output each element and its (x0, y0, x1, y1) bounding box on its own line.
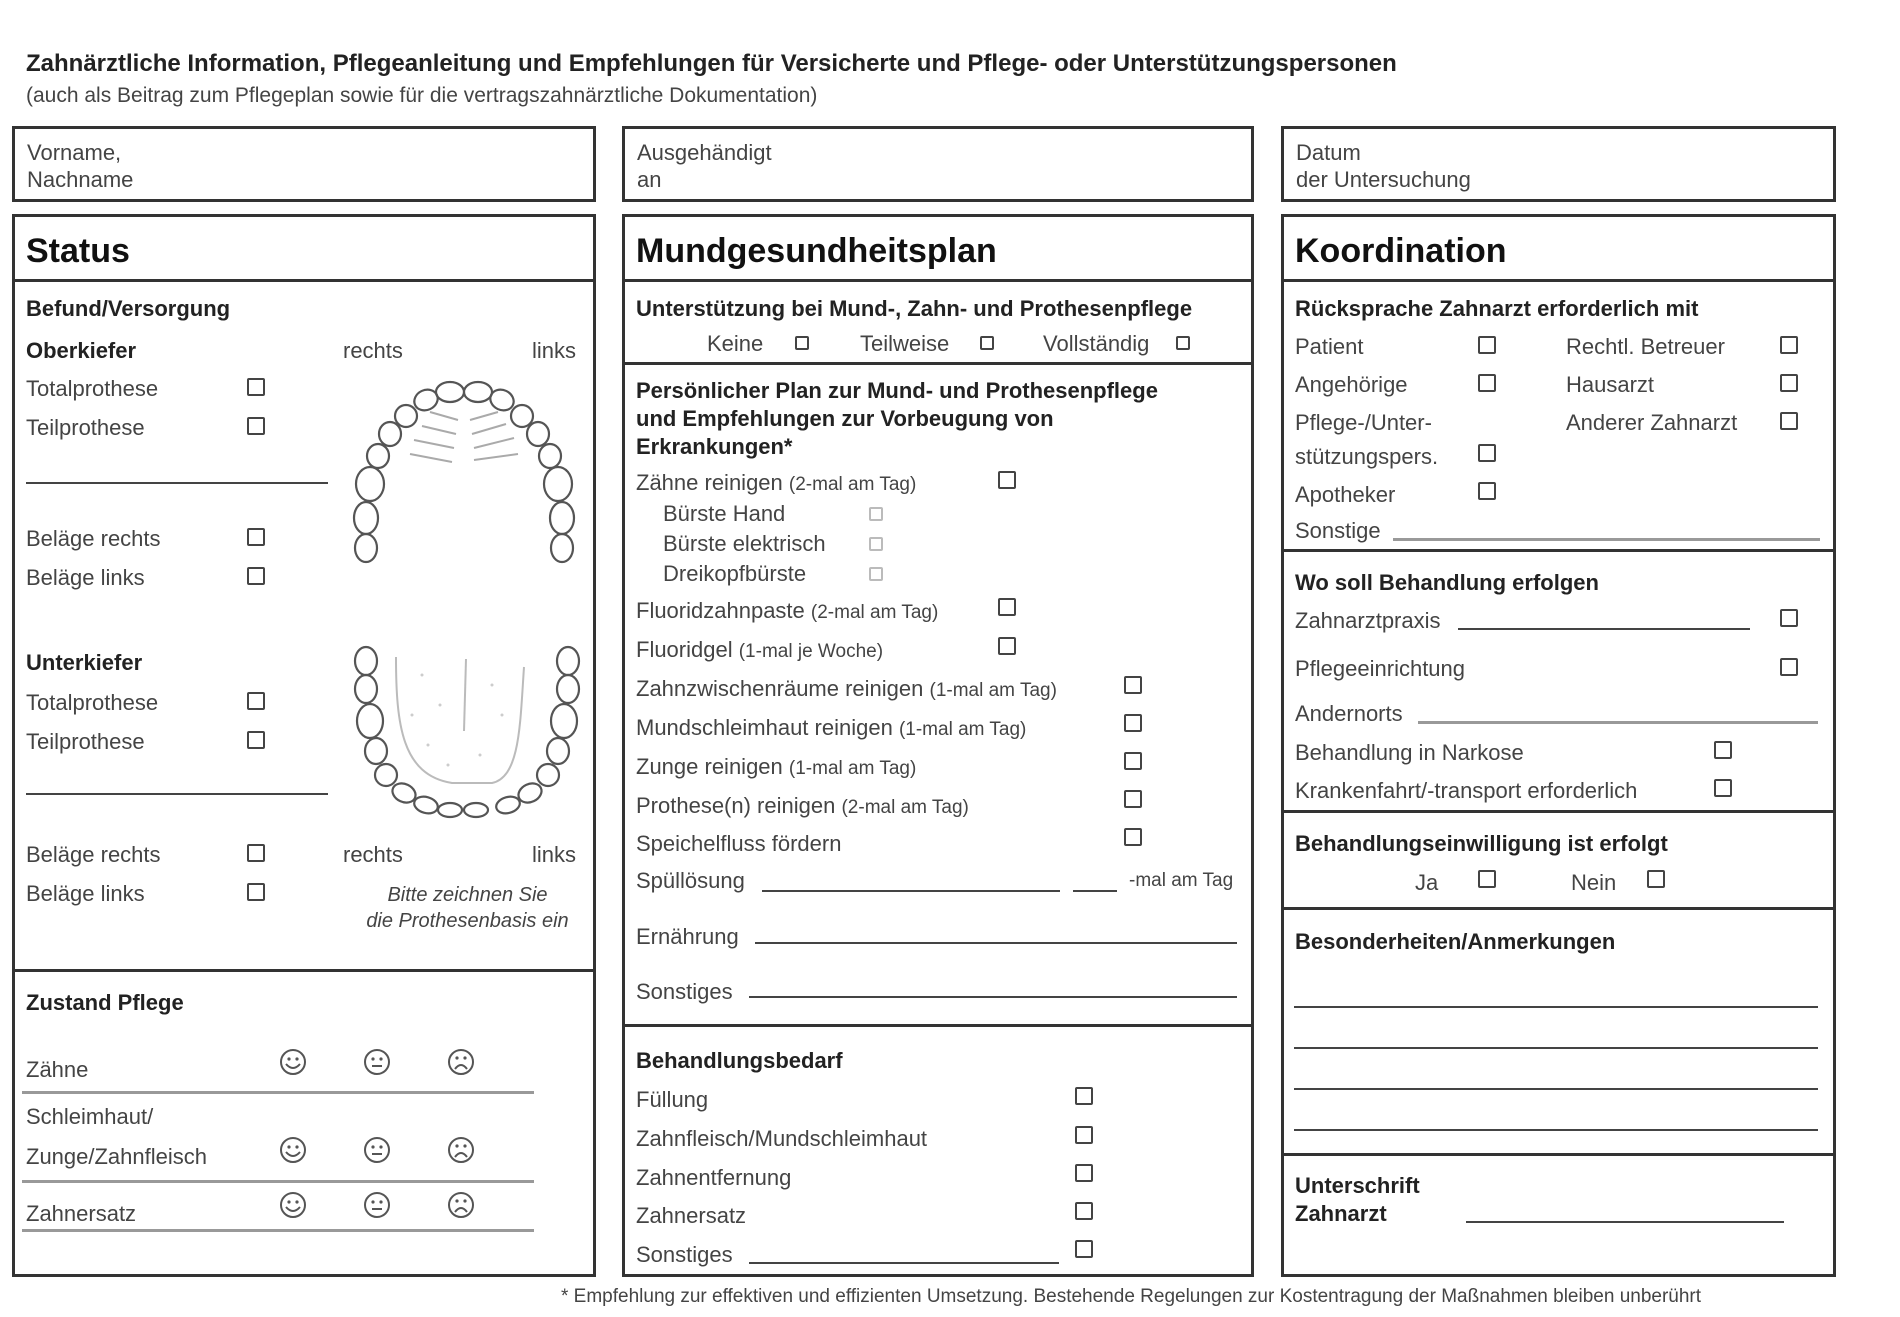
treatment-other-checkbox[interactable] (1075, 1240, 1093, 1258)
support-partial-label: Teilweise (860, 331, 950, 356)
divider (622, 362, 1254, 365)
divider (12, 279, 596, 282)
consult-guardian-label: Rechtl. Betreuer (1566, 334, 1725, 359)
consult-pharmacist-label: Apotheker (1295, 482, 1396, 507)
notes-line-3[interactable] (1294, 1088, 1818, 1090)
plan-panel (622, 214, 1254, 1277)
oberkiefer-right-label: rechts (343, 338, 403, 363)
plan-item-fluoride-paste: Fluoridzahnpaste (2-mal am Tag) (636, 598, 939, 623)
divider (622, 1024, 1254, 1027)
support-full-checkbox[interactable] (1176, 336, 1190, 350)
plan-item-interdental: Zahnzwischenräume reinigen (1-mal am Tag) (636, 676, 1057, 701)
location-care-facility-label: Pflegeeinrichtung (1295, 656, 1466, 681)
neutral-face-icon[interactable] (362, 1047, 392, 1077)
ok-teilprothese-label: Teilprothese (26, 415, 145, 440)
anesthesia-checkbox[interactable] (1714, 741, 1732, 759)
consult-relatives-label: Angehörige (1295, 372, 1408, 397)
rinse-suffix: -mal am Tag (1129, 870, 1234, 891)
oberkiefer-left-label: links (532, 338, 577, 363)
interdental-checkbox[interactable] (1124, 676, 1142, 694)
consult-gp-checkbox[interactable] (1780, 374, 1798, 392)
consult-other-label: Sonstige (1295, 518, 1381, 543)
electric-brush-checkbox[interactable] (869, 537, 883, 551)
plan-item-manual-brush: Bürste Hand (663, 501, 786, 526)
good-face-icon[interactable] (278, 1047, 308, 1077)
ok-belaege-links-checkbox[interactable] (247, 567, 265, 585)
nutrition-input-line[interactable] (755, 942, 1237, 944)
consent-no-label: Nein (1571, 870, 1617, 895)
plan-item-three-head-brush: Dreikopfbürste (663, 561, 807, 586)
treatment-other-input-line[interactable] (749, 1262, 1059, 1264)
plan-item-tongue: Zunge reinigen (1-mal am Tag) (636, 754, 917, 779)
treatment-filling-checkbox[interactable] (1075, 1087, 1093, 1105)
consult-patient-checkbox[interactable] (1478, 336, 1496, 354)
ok-freetext-line[interactable] (26, 482, 328, 484)
three-head-brush-checkbox[interactable] (869, 567, 883, 581)
consult-caregiver-checkbox[interactable] (1478, 444, 1496, 462)
notes-line-4[interactable] (1294, 1129, 1818, 1131)
ok-totalprothese-label: Totalprothese (26, 376, 159, 401)
exam-date-field[interactable] (1281, 126, 1836, 202)
form-subtitle: (auch als Beitrag zum Pflegeplan sowie für die vertragszahnärztliche Dokumentation) (26, 84, 818, 107)
coordination-title: Koordination (1295, 232, 1507, 270)
bad-face-icon[interactable] (446, 1135, 476, 1165)
treatment-extraction-label: Zahnentfernung (636, 1165, 792, 1190)
consent-yes-label: Ja (1415, 870, 1439, 895)
name-field-label: Vorname, Nachname (27, 140, 134, 192)
divider (1281, 279, 1836, 282)
support-partial-checkbox[interactable] (980, 336, 994, 350)
zustand-schleimhaut-label: Schleimhaut/ (26, 1104, 154, 1129)
plan-item-prosthesis: Prothese(n) reinigen (2-mal am Tag) (636, 793, 969, 818)
zustand-title: Zustand Pflege (26, 990, 184, 1015)
uk-teilprothese-label: Teilprothese (26, 729, 145, 754)
plan-item-electric-brush: Bürste elektrisch (663, 531, 826, 556)
bad-face-icon[interactable] (446, 1190, 476, 1220)
divider (1281, 810, 1836, 813)
lower-jaw-diagram[interactable] (352, 645, 582, 825)
uk-belaege-links-label: Beläge links (26, 881, 145, 906)
treatment-need-title: Behandlungsbedarf (636, 1048, 843, 1073)
divider (12, 969, 596, 972)
consult-patient-label: Patient (1295, 334, 1364, 359)
uk-freetext-line[interactable] (26, 793, 328, 795)
location-practice-checkbox[interactable] (1780, 609, 1798, 627)
divider (1281, 549, 1836, 552)
manual-brush-checkbox[interactable] (869, 507, 883, 521)
footnote: * Empfehlung zur effektiven und effizienten Umsetzung. Bestehende Regelungen zur Kostentragung der Maßnahmen bleiben unberührt (561, 1286, 1702, 1307)
treatment-other-label: Sonstiges (636, 1242, 733, 1267)
consult-caregiver-label-1: Pflege-/Unter- (1295, 410, 1432, 435)
treatment-gum-label: Zahnfleisch/Mundschleimhaut (636, 1126, 928, 1151)
handed-to-field[interactable] (622, 126, 1254, 202)
status-title: Status (26, 232, 130, 270)
consult-relatives-checkbox[interactable] (1478, 374, 1496, 392)
uk-totalprothese-label: Totalprothese (26, 690, 159, 715)
zustand-zunge-label: Zunge/Zahnfleisch (26, 1144, 207, 1169)
prosthesis-checkbox[interactable] (1124, 790, 1142, 808)
divider (1281, 1153, 1836, 1156)
personal-plan-title: Persönlicher Plan zur Mund- und Prothesenpflege und Empfehlungen zur Vorbeugung von Erkrankungen* (636, 378, 1158, 459)
consent-yes-checkbox[interactable] (1478, 870, 1496, 888)
consult-pharmacist-checkbox[interactable] (1478, 482, 1496, 500)
uk-belaege-links-checkbox[interactable] (247, 883, 265, 901)
ok-teilprothese-checkbox[interactable] (247, 417, 265, 435)
fluoride-paste-checkbox[interactable] (998, 598, 1016, 616)
uk-belaege-rechts-label: Beläge rechts (26, 842, 161, 867)
support-full-label: Vollständig (1043, 331, 1150, 356)
handed-to-label: Ausgehändigt an (637, 140, 772, 192)
treatment-filling-label: Füllung (636, 1087, 709, 1112)
mucosa-checkbox[interactable] (1124, 714, 1142, 732)
ok-belaege-rechts-label: Beläge rechts (26, 526, 161, 551)
saliva-checkbox[interactable] (1124, 828, 1142, 846)
ok-totalprothese-checkbox[interactable] (247, 378, 265, 396)
plan-other-input-line[interactable] (749, 996, 1237, 998)
divider (622, 279, 1254, 282)
treatment-prosthesis-label: Zahnersatz (636, 1203, 747, 1228)
good-face-icon[interactable] (278, 1135, 308, 1165)
treatment-prosthesis-checkbox[interactable] (1075, 1202, 1093, 1220)
consult-guardian-checkbox[interactable] (1780, 336, 1798, 354)
rinse-label: Spüllösung (636, 868, 745, 893)
rinse-frequency-line[interactable] (1073, 890, 1117, 892)
befund-title: Befund/Versorgung (26, 296, 231, 321)
consult-other-dentist-checkbox[interactable] (1780, 412, 1798, 430)
plan-title: Mundgesundheitsplan (636, 232, 997, 270)
bad-face-icon[interactable] (446, 1047, 476, 1077)
consent-title: Behandlungseinwilligung ist erfolgt (1295, 831, 1668, 856)
upper-jaw-diagram[interactable] (350, 372, 590, 572)
form-title: Zahnärztliche Information, Pflegeanleitung und Empfehlungen für Versicherte und Pflege- oder Unterstützungspersonen (26, 50, 1397, 77)
signature-label: Unterschrift Zahnarzt (1295, 1173, 1420, 1226)
uk-totalprothese-checkbox[interactable] (247, 692, 265, 710)
signature-line[interactable] (1466, 1221, 1784, 1223)
brush-teeth-checkbox[interactable] (998, 471, 1016, 489)
location-title: Wo soll Behandlung erfolgen (1295, 570, 1599, 595)
location-elsewhere-label: Andernorts (1295, 701, 1403, 726)
divider (22, 1091, 534, 1094)
plan-item-fluoride-gel: Fluoridgel (1-mal je Woche) (636, 637, 884, 662)
zustand-zahnersatz-label: Zahnersatz (26, 1201, 137, 1226)
exam-date-label: Datum der Untersuchung (1296, 140, 1471, 192)
location-practice-label: Zahnarztpraxis (1295, 608, 1441, 633)
notes-title: Besonderheiten/Anmerkungen (1295, 929, 1616, 954)
divider (22, 1180, 534, 1183)
plan-item-saliva: Speichelfluss fördern (636, 831, 842, 856)
oberkiefer-title: Oberkiefer (26, 338, 137, 363)
ok-belaege-rechts-checkbox[interactable] (247, 528, 265, 546)
consent-no-checkbox[interactable] (1647, 870, 1665, 888)
support-none-label: Keine (707, 331, 764, 356)
notes-line-2[interactable] (1294, 1047, 1818, 1049)
consult-other-input-line[interactable] (1393, 538, 1820, 541)
fluoride-gel-checkbox[interactable] (998, 637, 1016, 655)
uk-belaege-rechts-checkbox[interactable] (247, 844, 265, 862)
support-none-checkbox[interactable] (795, 336, 809, 350)
neutral-face-icon[interactable] (362, 1190, 392, 1220)
zustand-zaehne-label: Zähne (26, 1057, 89, 1082)
transport-checkbox[interactable] (1714, 779, 1732, 797)
notes-line-1[interactable] (1294, 1006, 1818, 1008)
support-title: Unterstützung bei Mund-, Zahn- und Prothesenpflege (636, 296, 1193, 321)
location-care-facility-checkbox[interactable] (1780, 658, 1798, 676)
anesthesia-label: Behandlung in Narkose (1295, 740, 1524, 765)
treatment-extraction-checkbox[interactable] (1075, 1164, 1093, 1182)
draw-hint: Bitte zeichnen Sie die Prothesenbasis ein (366, 884, 569, 932)
ok-belaege-links-label: Beläge links (26, 565, 145, 590)
consult-other-dentist-label: Anderer Zahnarzt (1566, 410, 1738, 435)
name-field[interactable] (12, 126, 596, 202)
uk-teilprothese-checkbox[interactable] (247, 731, 265, 749)
plan-item-brush-teeth: Zähne reinigen (2-mal am Tag) (636, 470, 917, 495)
consult-caregiver-label-2: stützungspers. (1295, 444, 1439, 469)
unterkiefer-title: Unterkiefer (26, 650, 143, 675)
consult-gp-label: Hausarzt (1566, 372, 1655, 397)
plan-other-label: Sonstiges (636, 979, 733, 1004)
transport-label: Krankenfahrt/-transport erforderlich (1295, 778, 1638, 803)
uk-right-label: rechts (343, 842, 403, 867)
good-face-icon[interactable] (278, 1190, 308, 1220)
divider (22, 1229, 534, 1232)
tongue-checkbox[interactable] (1124, 752, 1142, 770)
divider (1281, 907, 1836, 910)
location-practice-input-line[interactable] (1458, 628, 1750, 630)
treatment-gum-checkbox[interactable] (1075, 1126, 1093, 1144)
location-elsewhere-input-line[interactable] (1418, 721, 1818, 724)
nutrition-label: Ernährung (636, 924, 739, 949)
neutral-face-icon[interactable] (362, 1135, 392, 1165)
plan-item-mucosa: Mundschleimhaut reinigen (1-mal am Tag) (636, 715, 1027, 740)
uk-left-label: links (532, 842, 577, 867)
rinse-input-line[interactable] (762, 890, 1060, 892)
consult-title: Rücksprache Zahnarzt erforderlich mit (1295, 296, 1699, 321)
